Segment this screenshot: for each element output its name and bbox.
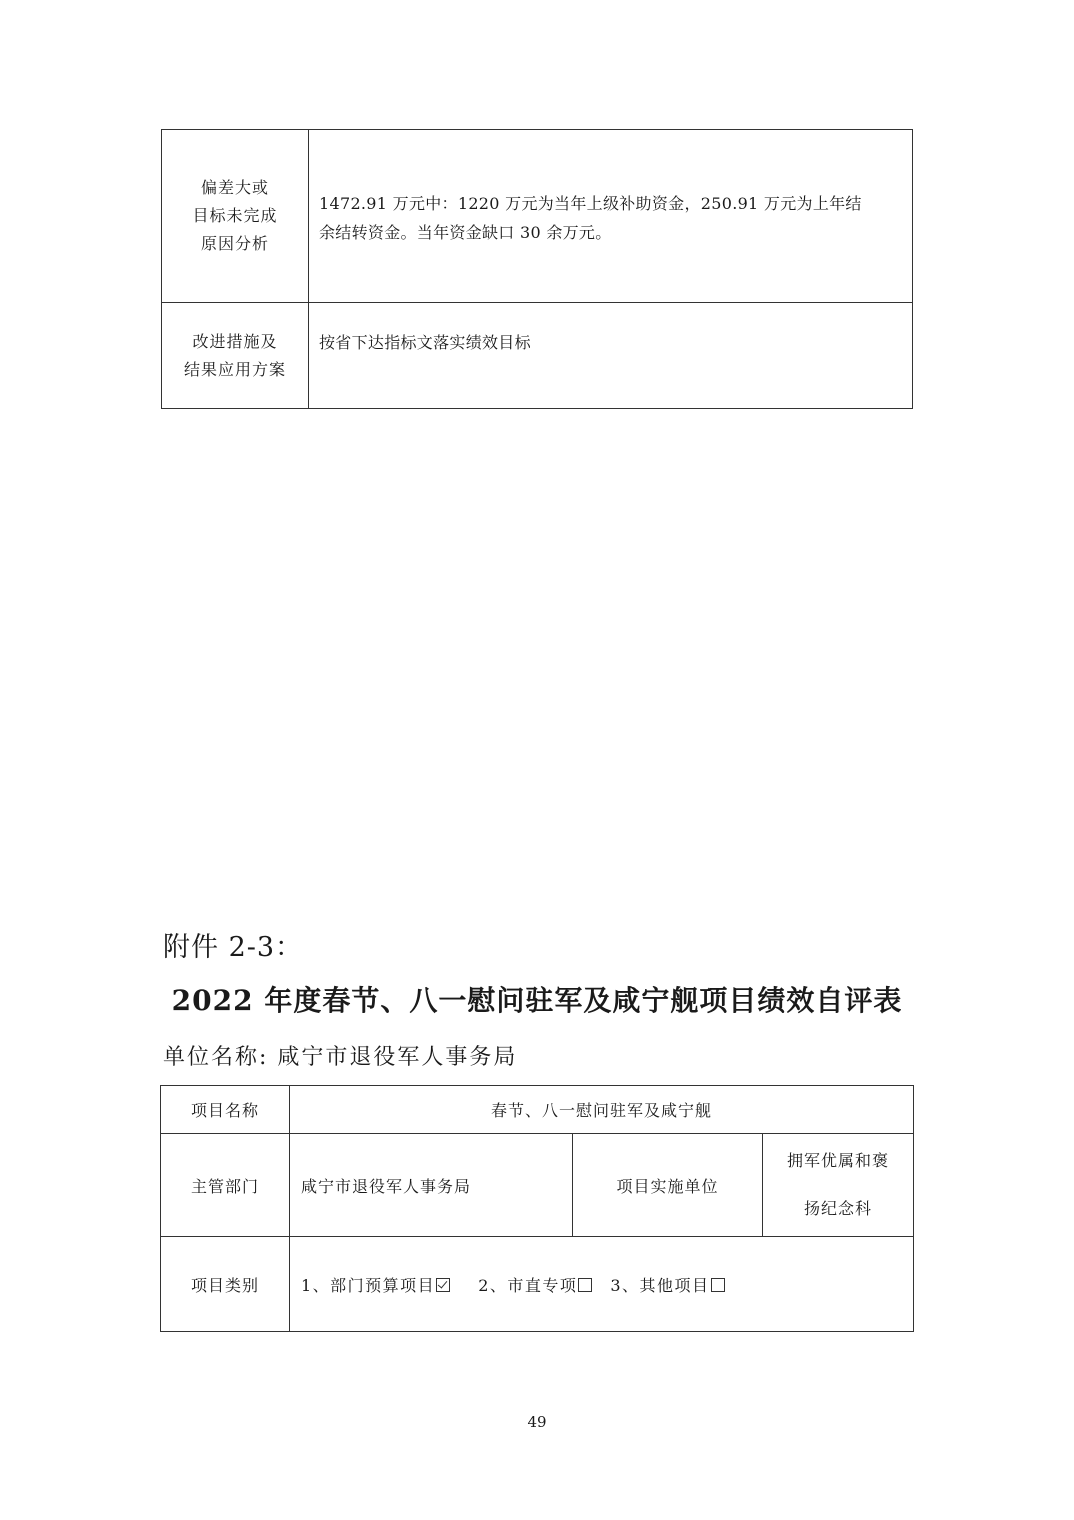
- label-line: 原因分析: [200, 234, 269, 253]
- label-line: 结果应用方案: [183, 359, 286, 379]
- impl-unit-value: [763, 1134, 913, 1236]
- category-other: [610, 1273, 724, 1296]
- label-line: 改进措施及: [192, 331, 278, 351]
- impl-unit-line: 扬纪念科: [803, 1199, 872, 1218]
- unchecked-box-icon[interactable]: [578, 1278, 592, 1292]
- project-name-value: 春节、八一慰问驻军及咸宁舰: [490, 1101, 712, 1120]
- dept-label: 主管部门: [190, 1176, 259, 1196]
- category-city-special: [478, 1273, 592, 1296]
- text-line: 按省下达指标文落实绩效目标: [319, 333, 531, 352]
- category-text: 2、市直专项: [478, 1275, 578, 1295]
- category-options: [301, 1237, 911, 1331]
- impl-unit-label: 项目实施单位: [616, 1176, 719, 1196]
- dept-value: 咸宁市退役军人事务局: [301, 1176, 472, 1196]
- text-line: 余结转资金。当年资金缺口 30 余万元。: [319, 223, 612, 242]
- unit-name: 单位名称: 咸宁市退役军人事务局: [163, 1045, 518, 1070]
- impl-unit-line: 拥军优属和褒: [786, 1151, 889, 1170]
- text-line: 1472.91 万元中：1220 万元为当年上级补助资金，250.91 万元为上年结: [319, 194, 862, 213]
- project-name-label: 项目名称: [190, 1101, 259, 1120]
- deviation-reason-label: [162, 130, 309, 302]
- improvement-label: [162, 303, 309, 408]
- deviation-table: [161, 129, 913, 409]
- table-row: [162, 130, 912, 303]
- category-text: 1、部门预算项目: [301, 1275, 436, 1295]
- label-line: 目标未完成: [192, 206, 278, 225]
- attachment-label: 附件 2-3：: [163, 932, 304, 963]
- category-text: 3、其他项目: [610, 1275, 710, 1295]
- unchecked-box-icon[interactable]: [711, 1278, 725, 1292]
- page-title: 2022 年度春节、八一慰问驻军及咸宁舰项目绩效自评表: [171, 984, 903, 1017]
- project-info-table: [160, 1085, 914, 1332]
- checked-box-icon[interactable]: [436, 1278, 450, 1292]
- improvement-text: [319, 328, 906, 357]
- label-line: 偏差大或: [200, 178, 269, 197]
- table-row: [162, 303, 912, 408]
- category-dept-budget: [301, 1273, 450, 1296]
- page-number: 49: [527, 1413, 547, 1431]
- deviation-reason-text: [319, 189, 906, 247]
- category-label: 项目类别: [190, 1275, 259, 1295]
